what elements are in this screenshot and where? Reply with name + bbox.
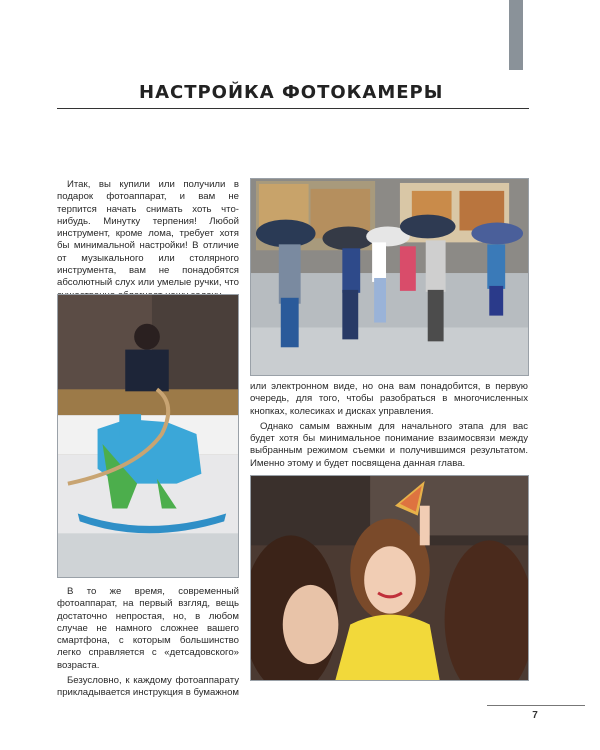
intro-text-block bbox=[57, 179, 239, 305]
title-divider bbox=[57, 108, 529, 109]
bottom-paragraph-1: В то же время, современный фотоаппарат, на первый взгляд, вещь достаточно непростая, но, в любом случае не намного сложнее вашего смартфона, с которым большинство легко справляется с «детсадовского» возраста. bbox=[57, 586, 239, 671]
middle-paragraph-1: или электронном виде, но она вам понадобится, в первую очередь, для того, чтобы разобраться в многочисленных кнопках, колесиках и дисках управления. bbox=[250, 381, 528, 417]
middle-paragraph-2: Однако самым важным для начального этапа для вас будет хотя бы минимальное понимание взаимосвязи между выбранным режимом съемки и получившимся результатом. Именно этому и будет посвящена данная глава. bbox=[250, 420, 528, 469]
page-number: 7 bbox=[532, 710, 538, 721]
footer-divider bbox=[487, 705, 585, 706]
rocking-horse-photo bbox=[57, 294, 239, 578]
corner-accent-bar bbox=[509, 0, 523, 70]
middle-text-block bbox=[250, 381, 528, 473]
bottom-paragraph-2: Безусловно, к каждому фотоаппарату прикладывается инструкция в бумажном bbox=[57, 675, 240, 699]
smiling-woman-photo bbox=[250, 475, 529, 681]
page-title: НАСТРОЙКА ФОТОКАМЕРЫ bbox=[139, 82, 444, 103]
rain-umbrellas-photo bbox=[250, 178, 529, 376]
bottom-text-block bbox=[57, 586, 239, 703]
intro-paragraph: Итак, вы купили или получили в подарок фотоаппарат, и вам не терпится начать снимать хоть что-нибудь. Минутку терпения! Любой инструмент, кроме лома, требует хотя бы минимальной настройки! В отличие от музыкального или столярного инструмента, вам не понадобятся абсолютный слух или умелые ручки, что bbox=[57, 179, 239, 289]
